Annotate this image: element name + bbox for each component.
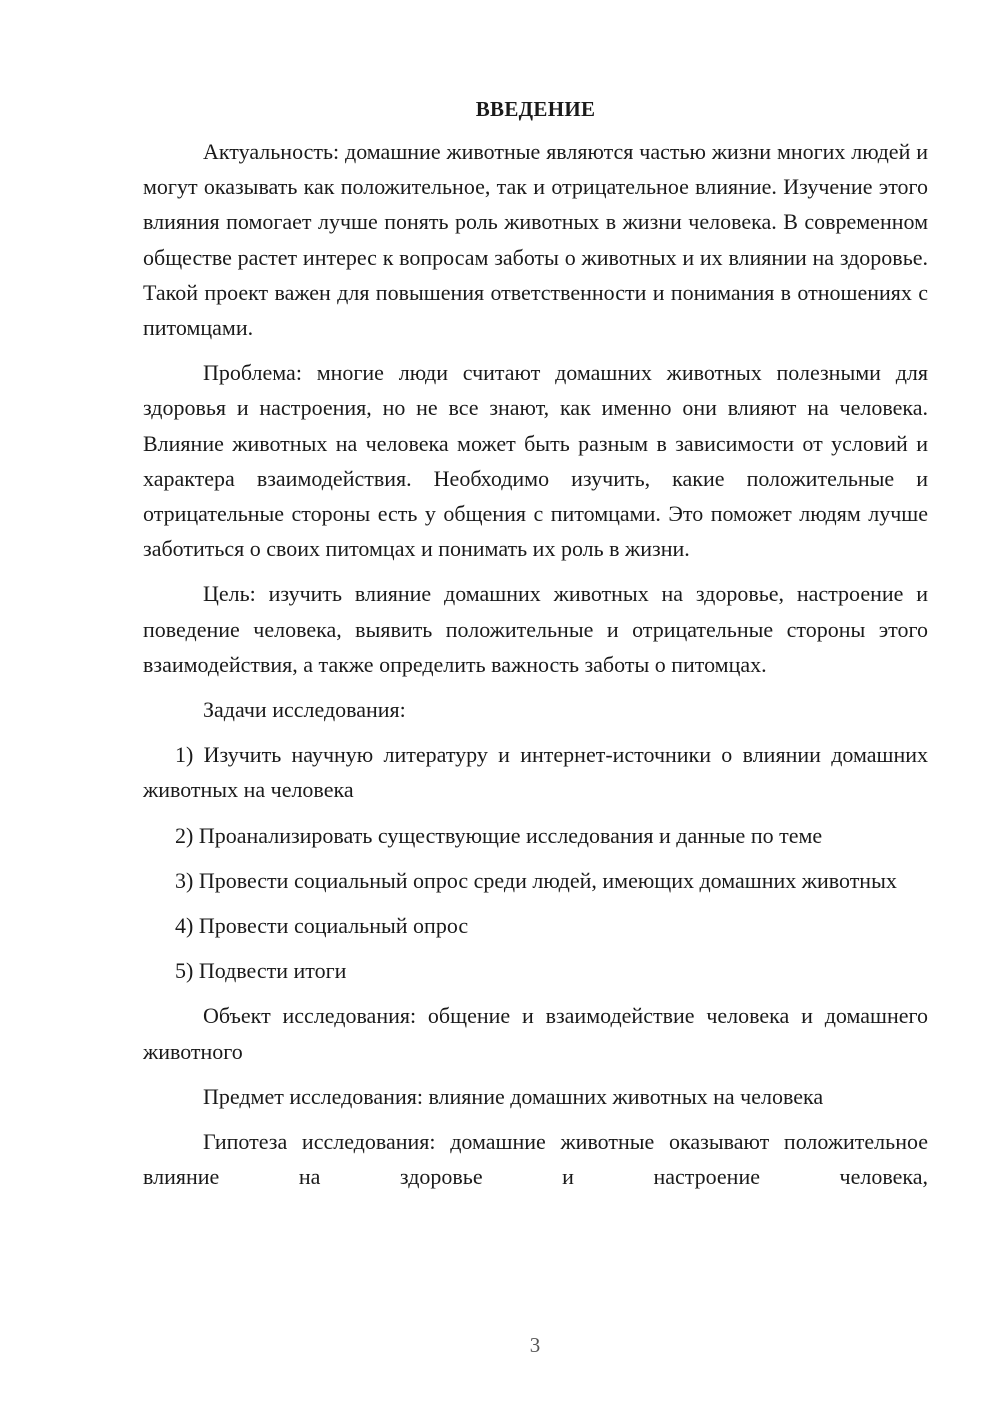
list-item: 5) Подвести итоги xyxy=(175,958,347,984)
document-page xyxy=(143,92,928,1204)
tasks-list xyxy=(143,737,928,988)
list-item: 1) Изучить научную литературу и интернет-источники о влиянии домашних животных на человека xyxy=(143,742,928,803)
list-item: 4) Провести социальный опрос xyxy=(175,913,469,939)
list-item: 3) Провести социальный опрос среди людей, имеющих домашних животных xyxy=(175,867,897,893)
page-title: ВВЕДЕНИЕ xyxy=(475,97,596,121)
tasks-heading: Задачи исследования: xyxy=(203,697,406,723)
list-item: 2) Проанализировать существующие исследования и данные по теме xyxy=(175,822,823,848)
paragraph-hypothesis: Гипотеза исследования: домашние животные оказывают положительное влияние на здоровье и настроение человека, xyxy=(143,1129,928,1190)
paragraph-goal: Цель: изучить влияние домашних животных на здоровье, настроение и поведение человека, выявить положительные и отрицательные стороны этого взаимодействия, а также определить важность заботы о питомцах. xyxy=(143,581,928,677)
paragraph-relevance: Актуальность: домашние животные являются частью жизни многих людей и могут оказывать как положительное, так и отрицательное влияние. Изучение этого влияния помогает лучше понять роль животных в жизни человека. В современном обществе растет интерес к вопросам заботы о животных и их влиянии на здоровье. Такой проект важен для повышения ответственности и понимания в отношениях с питомцами. xyxy=(143,139,928,341)
paragraph-object: Объект исследования: общение и взаимодействие человека и домашнего животного xyxy=(143,1003,928,1064)
paragraph-problem: Проблема: многие люди считают домашних животных полезными для здоровья и настроения, но не все знают, как именно они влияют на человека. Влияние животных на человека может быть разным в зависимости от условий и характера взаимодействия. Необходимо изучить, какие положительные и отрицательные стороны есть у общения с питомцами. Это поможет людям лучше заботиться о своих питомцах и понимать их роль в жизни. xyxy=(143,360,928,562)
page-number: 3 xyxy=(529,1333,541,1357)
paragraph-subject: Предмет исследования: влияние домашних животных на человека xyxy=(203,1083,824,1109)
